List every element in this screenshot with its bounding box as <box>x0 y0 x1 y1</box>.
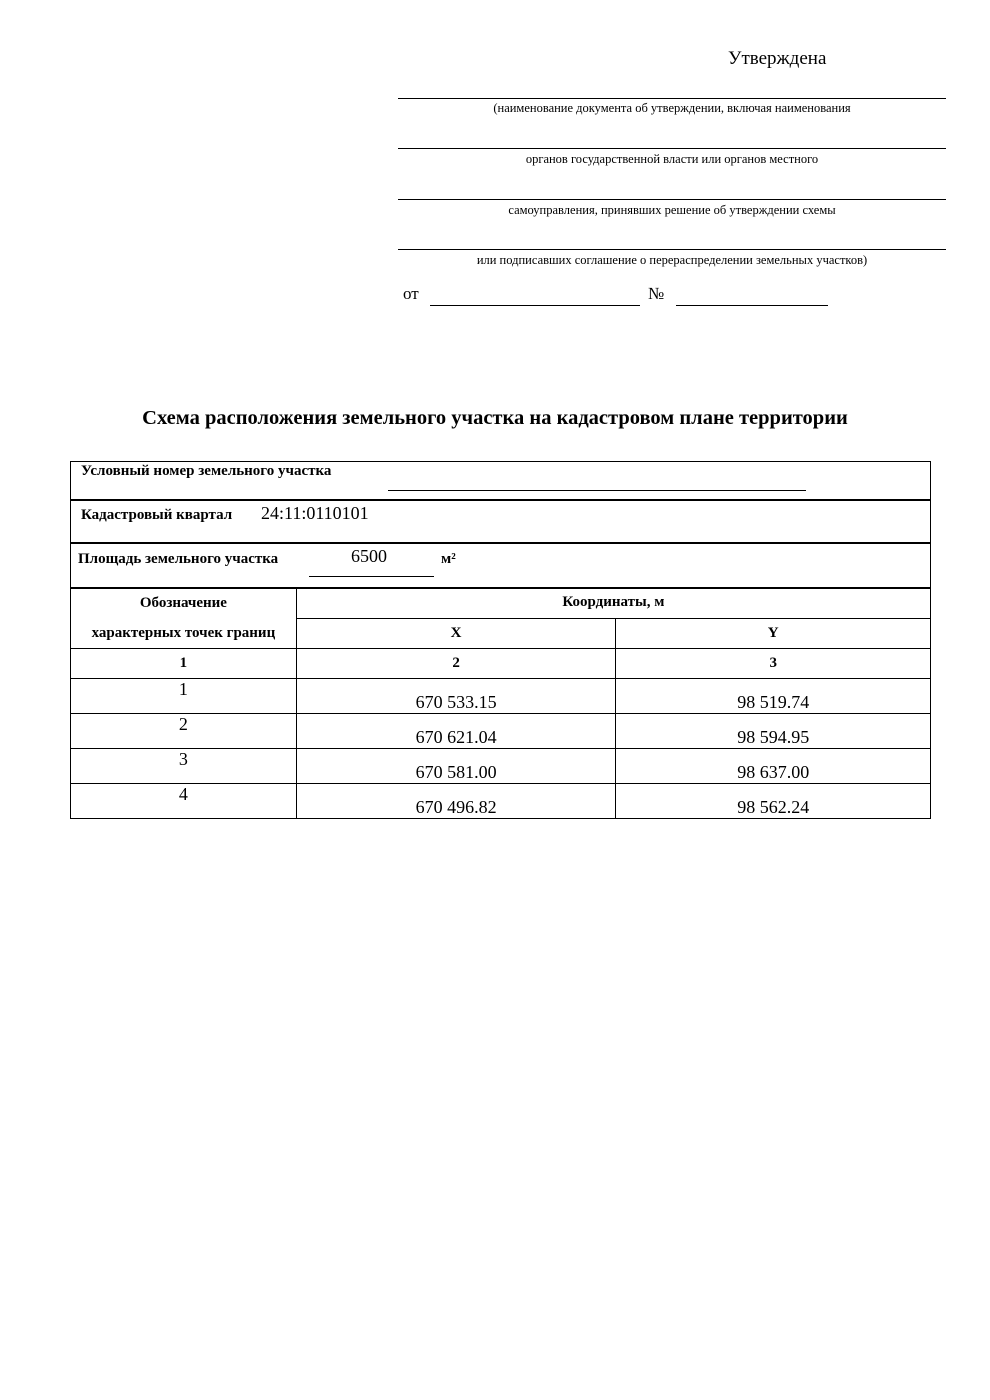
conditional-number-row <box>70 461 931 501</box>
coordinates-table <box>70 587 931 819</box>
number-label: № <box>648 284 665 303</box>
point-cell: 4 <box>71 784 297 819</box>
table-row <box>71 749 931 784</box>
y-header: Y <box>616 618 931 649</box>
area-label: Площадь земельного участка <box>78 551 279 567</box>
x-cell: 670 581.00 <box>296 749 616 784</box>
point-cell: 2 <box>71 714 297 749</box>
col-number: 1 <box>71 649 297 679</box>
area-blank <box>309 576 434 577</box>
approval-line-1 <box>398 98 946 99</box>
column-number-row <box>71 649 931 679</box>
number-blank <box>676 305 828 306</box>
y-cell: 98 594.95 <box>616 714 931 749</box>
point-cell: 1 <box>71 679 297 714</box>
x-cell: 670 621.04 <box>296 714 616 749</box>
point-header <box>71 588 297 649</box>
x-cell: 670 496.82 <box>296 784 616 819</box>
document-title: Схема расположения земельного участка на кадастровом плане территории <box>142 407 848 429</box>
point-cell: 3 <box>71 749 297 784</box>
x-header: X <box>296 618 616 649</box>
cadastral-quarter-label: Кадастровый квартал <box>81 507 233 523</box>
area-unit: м² <box>441 551 456 567</box>
y-cell: 98 519.74 <box>616 679 931 714</box>
approval-caption-1: (наименование документа об утверждении, включая наименования <box>493 101 851 115</box>
cadastral-quarter-row <box>70 499 931 544</box>
conditional-number-blank <box>388 490 806 491</box>
header-row-1 <box>71 588 931 619</box>
cadastral-quarter-value: 24:11:0110101 <box>261 503 369 523</box>
approval-line-2 <box>398 148 946 149</box>
area-row <box>70 542 931 589</box>
approval-line-3 <box>398 199 946 200</box>
date-label: от <box>403 284 419 303</box>
approval-caption-4: или подписавших соглашение о перераспределении земельных участков) <box>476 253 868 267</box>
col-number: 2 <box>296 649 616 679</box>
table-row <box>71 784 931 819</box>
table-row <box>71 714 931 749</box>
conditional-number-label: Условный номер земельного участка <box>81 463 332 479</box>
date-blank <box>430 305 640 306</box>
approval-title: Утверждена <box>728 48 827 69</box>
coords-header: Координаты, м <box>296 588 930 619</box>
point-header-line2: характерных точек границ <box>91 625 276 641</box>
area-value: 6500 <box>351 546 387 566</box>
approval-line-4 <box>398 249 946 250</box>
y-cell: 98 637.00 <box>616 749 931 784</box>
y-cell: 98 562.24 <box>616 784 931 819</box>
approval-caption-2: органов государственной власти или органов местного <box>525 152 819 166</box>
approval-caption-3: самоуправления, принявших решение об утверждении схемы <box>508 203 836 217</box>
x-cell: 670 533.15 <box>296 679 616 714</box>
point-header-line1: Обозначение <box>139 595 227 611</box>
col-number: 3 <box>616 649 931 679</box>
table-row <box>71 679 931 714</box>
